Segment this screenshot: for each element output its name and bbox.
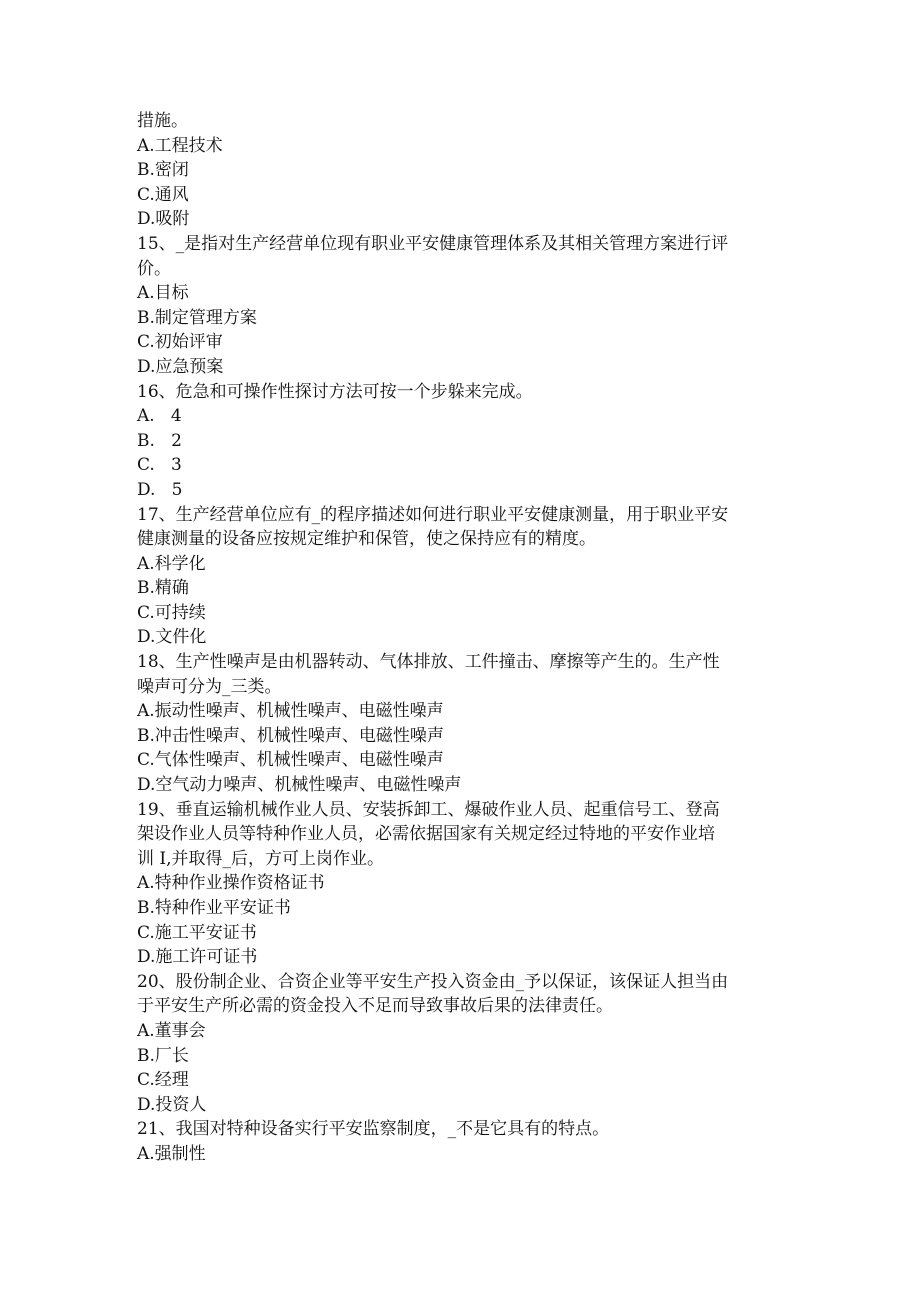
question-stem: 16、危急和可操作性探讨方法可按一个步躲来完成。 (137, 381, 533, 402)
option-c: C.可持续 (137, 602, 206, 623)
option-d: D.吸附 (137, 209, 190, 230)
question-stem: 21、我国对特种设备实行平安监察制度，_不是它具有的特点。 (137, 1119, 610, 1140)
option-c: C.通风 (137, 184, 189, 205)
option-a: A.振动性噪声、机械性噪声、电磁性噪声 (137, 701, 444, 722)
option-a: A.强制性 (137, 1143, 206, 1164)
option-b: B.特种作业平安证书 (137, 898, 291, 918)
option-d: D.空气动力噪声、机械性噪声、电磁性噪声 (137, 775, 462, 796)
question-stem: 18、生产性噪声是由机器转动、气体排放、工件撞击、摩擦等产生的。生产性 (137, 652, 720, 673)
question-16 (137, 380, 797, 503)
option-d: D.文件化 (137, 627, 207, 648)
question-15 (137, 232, 797, 380)
option-b: B.密闭 (137, 160, 189, 181)
question-stem: 17、生产经营单位应有_的程序描述如何进行职业平安健康测量，用于职业平安 (137, 504, 729, 525)
document-page (137, 109, 797, 1167)
option-c: C. 3 (137, 455, 182, 476)
option-b: B. 2 (137, 430, 182, 451)
question-stem: 20、股份制企业、合资企业等平安生产投入资金由_予以保证，该保证人担当由 (137, 971, 729, 992)
question-19 (137, 798, 797, 970)
question-20 (137, 970, 797, 1118)
question-stem: 训 I,并取得_后，方可上岗作业。 (137, 848, 385, 869)
option-a: A. 4 (137, 406, 182, 427)
option-d: D.应急预案 (137, 356, 224, 377)
option-c: C.初始评审 (137, 332, 223, 353)
option-a: A.特种作业操作资格证书 (137, 873, 325, 894)
question-stem: 架设作业人员等特种作业人员，必需依据国家有关规定经过特地的平安作业培 (137, 824, 715, 845)
option-a: A.董事会 (137, 1020, 206, 1041)
question-21 (137, 1117, 797, 1166)
question-stem: 15、_是指对生产经营单位现有职业平安健康管理体系及其相关管理方案进行评 (137, 233, 729, 254)
option-c: C.经理 (137, 1070, 189, 1091)
option-c: C.施工平安证书 (137, 922, 257, 943)
option-b: B.精确 (137, 578, 189, 599)
question-17 (137, 503, 797, 651)
option-c: C.气体性噪声、机械性噪声、电磁性噪声 (137, 750, 444, 771)
option-a: A.目标 (137, 283, 189, 304)
question-stem: 噪声可分为_三类。 (137, 676, 282, 697)
question-18 (137, 650, 797, 798)
question-stem: 健康测量的设备应按规定维护和保管，使之保持应有的精度。 (137, 529, 596, 550)
question-stem: 价。 (137, 258, 171, 279)
option-b: B.厂长 (137, 1045, 189, 1066)
option-a: A.科学化 (137, 553, 206, 574)
option-d: D.施工许可证书 (137, 947, 258, 968)
option-d: D. 5 (137, 479, 183, 500)
option-b: B.制定管理方案 (137, 307, 257, 328)
option-b: B.冲击性噪声、机械性噪声、电磁性噪声 (137, 725, 444, 746)
question-stem-tail: 措施。 (137, 111, 188, 131)
option-a: A.工程技术 (137, 135, 223, 156)
question-stem: 于平安生产所必需的资金投入不足而导致事故后果的法律责任。 (137, 996, 613, 1017)
option-d: D.投资人 (137, 1094, 207, 1115)
question-stem: 19、垂直运输机械作业人员、安装拆卸工、爆破作业人员、起重信号工、登高 (137, 799, 720, 820)
